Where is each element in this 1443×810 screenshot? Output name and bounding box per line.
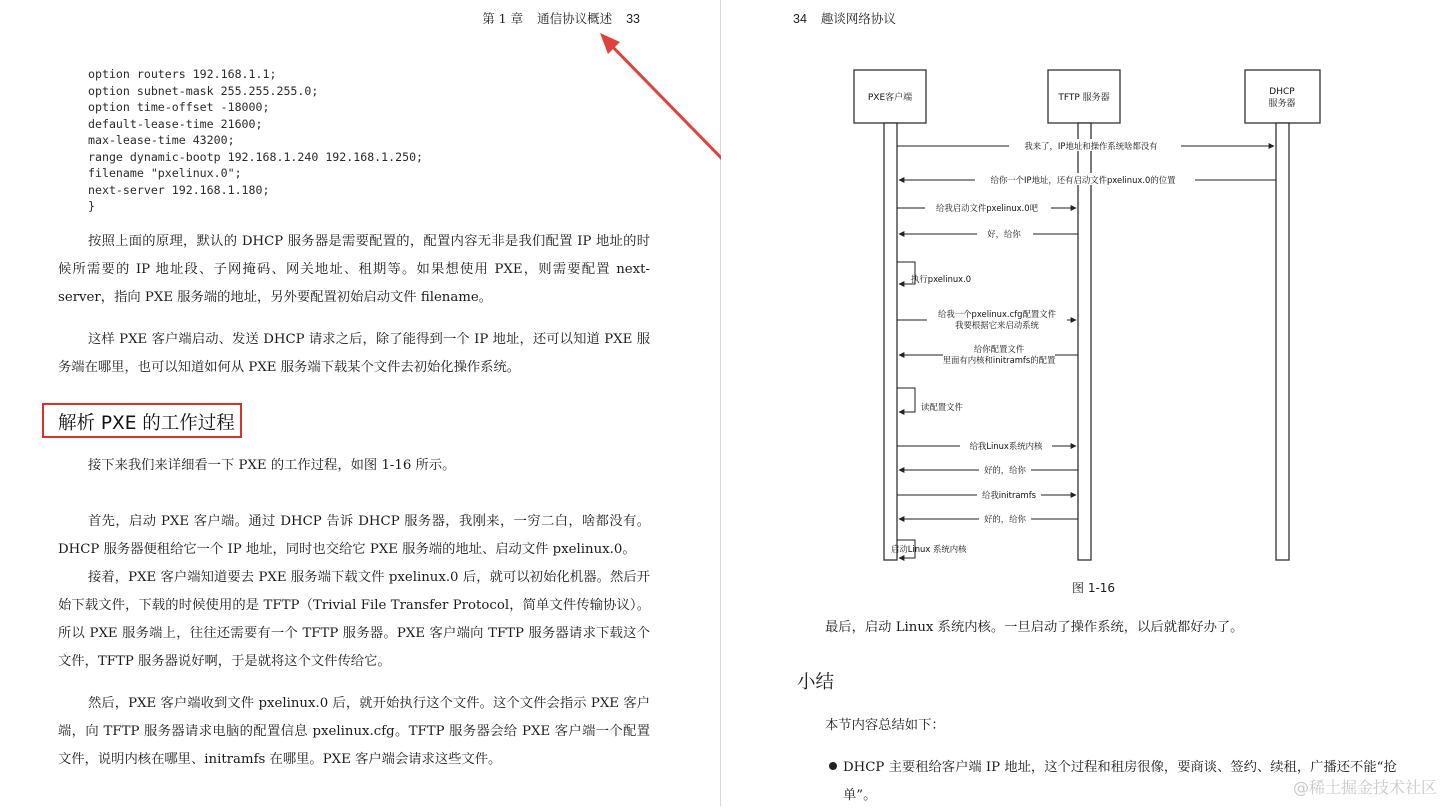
message-label: 好，给你 — [987, 229, 1021, 239]
paragraph: 接下来我们来详细看一下 PXE 的工作过程，如图 1-16 所示。 — [88, 458, 456, 473]
message-label: 给我Linux系统内核 — [969, 441, 1043, 451]
message-label: 读配置文件 — [921, 402, 963, 412]
chapter-label: 第 1 章 — [482, 11, 524, 26]
paragraph: 最后，启动 Linux 系统内核。一旦启动了操作系统，以后就都好办了。 — [825, 620, 1244, 635]
message-label: 好的，给你 — [984, 465, 1026, 475]
left-page-header — [482, 9, 650, 27]
lifeline — [1276, 123, 1289, 560]
actor-label: TFTP 服务器 — [1058, 93, 1110, 103]
code-line: } — [88, 199, 95, 213]
book-title: 趣谈网络协议 — [820, 11, 896, 26]
bullet-icon — [829, 762, 837, 770]
lifeline — [1078, 123, 1091, 560]
paragraph: 按照上面的原理，默认的 DHCP 服务器是需要配置的，配置内容无非是我们配置 IP 地址的时候所需要的 IP 地址段、子网掩码、网关地址、租期等。如果想使用 PXE，则需要配置 next-server，指向 PXE 服务端的地址，另外要配置初始启动文件 filename。 — [58, 234, 650, 305]
page-number: 33 — [626, 12, 640, 26]
message-label: 给我启动文件pxelinux.0吧 — [935, 203, 1039, 213]
code-line: next-server 192.168.1.180; — [88, 182, 270, 197]
message-label: 给我一个pxelinux.cfg配置文件我要根据它来启动系统 — [938, 309, 1056, 330]
message-label: 我来了，IP地址和操作系统啥都没有 — [1024, 141, 1158, 151]
code-line: option time-offset -18000; — [88, 100, 270, 114]
message-label: 好的，给你 — [984, 514, 1026, 524]
code-block — [88, 66, 423, 215]
paragraph: 然后，PXE 客户端收到文件 pxelinux.0 后，就开始执行这个文件。这个文件会指示 PXE 客户端，向 TFTP 服务器请求电脑的配置信息 pxelinux.cfg。TFTP 服务器会给 PXE 客户端一个配置文件，说明内核在哪里、initramfs 在哪里。PXE 客户端会请求这些文件。 — [58, 696, 650, 767]
code-line: option routers 192.168.1.1; — [88, 67, 277, 81]
lifeline — [884, 123, 897, 560]
bullet-text: DHCP 主要租给客户端 IP 地址，这个过程和租房很像，要商谈、签约、续租，广播还不能“抢单”。 — [843, 760, 1397, 803]
summary-intro: 本节内容总结如下： — [825, 718, 945, 733]
actor-label: PXE客户端 — [867, 93, 913, 103]
watermark: @稀土掘金技术社区 — [1292, 778, 1437, 797]
summary-heading: 小结 — [797, 672, 835, 693]
message-label: 给你一个IP地址，还有启动文件pxelinux.0的位置 — [990, 175, 1176, 185]
message-label: 给你配置文件里面有内核和initramfs的配置 — [942, 344, 1056, 365]
self-message-arrow — [897, 388, 915, 412]
message-label: 给我initramfs — [981, 490, 1037, 500]
code-line: option subnet-mask 255.255.255.0; — [88, 83, 319, 98]
code-line: max-lease-time 43200; — [88, 133, 235, 147]
code-line: filename "pxelinux.0"; — [88, 166, 242, 180]
code-line: range dynamic-bootp 192.168.1.240 192.168.1.250; — [88, 149, 424, 164]
page-number: 34 — [793, 12, 807, 26]
paragraph: 接着，PXE 客户端知道要去 PXE 服务端下载文件 pxelinux.0 后，就可以初始化机器。然后开始下载文件，下载的时候使用的是 TFTP（Trivial File Transfer Protocol，简单文件传输协议）。所以 PXE 服务端上，往往还需要有一个 TFTP 服务器。PXE 客户端向 TFTP 服务器请求下载这个文件，TFTP 服务器说好啊，于是就将这个文件传给它。 — [58, 570, 650, 669]
right-page — [721, 0, 1443, 806]
code-line: default-lease-time 21600; — [88, 116, 263, 131]
actor-label: DHCP 服务器 — [1268, 87, 1296, 109]
sequence-diagram — [851, 62, 1326, 567]
message-label: 执行pxelinux.0 — [911, 274, 972, 284]
figure-caption: 图 1-16 — [1072, 581, 1116, 595]
right-page-header — [793, 9, 906, 27]
paragraph: 这样 PXE 客户端启动、发送 DHCP 请求之后，除了能得到一个 IP 地址，还可以知道 PXE 服务端在哪里，也可以知道如何从 PXE 服务端下载某个文件去初始化操作系统。 — [58, 332, 650, 375]
chapter-title: 通信协议概述 — [537, 11, 613, 26]
section-heading: 解析 PXE 的工作过程 — [58, 413, 235, 434]
message-label: 启动Linux 系统内核 — [891, 544, 967, 554]
paragraph: 首先，启动 PXE 客户端。通过 DHCP 告诉 DHCP 服务器，我刚来，一穷二白，啥都没有。DHCP 服务器便租给它一个 IP 地址，同时也交给它 PXE 服务端的地址、启动文件 pxelinux.0。 — [58, 514, 650, 557]
